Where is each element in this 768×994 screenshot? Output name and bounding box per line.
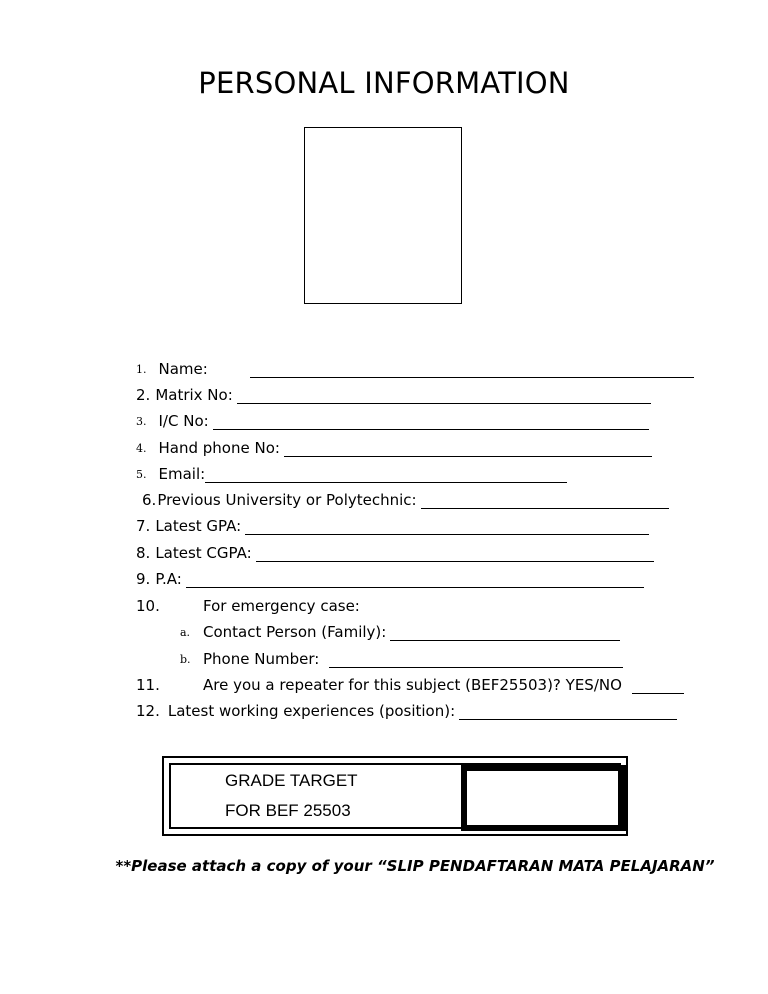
field-number: 9. — [136, 570, 151, 588]
field-matrix-no — [136, 382, 651, 404]
attachment-note: **Please attach a copy of your “SLIP PENDAFTARAN MATA PELAJARAN” — [115, 857, 715, 875]
field-label: Matrix No: — [155, 386, 233, 404]
field-number: 7. — [136, 517, 151, 535]
ic-no-input-line[interactable] — [213, 411, 649, 430]
photo-box — [304, 127, 462, 304]
previous-university-input-line[interactable] — [421, 490, 669, 509]
email-input-line[interactable] — [205, 464, 567, 483]
field-number: 6. — [142, 491, 157, 509]
field-latest-cgpa — [136, 540, 654, 562]
name-input-line[interactable] — [250, 359, 694, 378]
working-experience-input-line[interactable] — [459, 701, 677, 720]
field-label: Email: — [158, 465, 206, 483]
grade-target-inner-frame — [169, 763, 621, 829]
field-label: For emergency case: — [203, 597, 360, 615]
latest-gpa-input-line[interactable] — [245, 516, 649, 535]
grade-target-input-box[interactable] — [461, 765, 627, 831]
field-number: 2. — [136, 386, 151, 404]
field-working-experience — [136, 698, 677, 720]
field-name — [136, 356, 694, 378]
field-hand-phone — [136, 435, 652, 457]
field-label: Contact Person (Family): — [203, 623, 387, 641]
field-number: 4. — [136, 442, 147, 455]
pa-input-line[interactable] — [186, 569, 644, 588]
phone-number-input-line[interactable] — [329, 649, 623, 668]
field-repeater — [136, 672, 684, 694]
latest-cgpa-input-line[interactable] — [256, 543, 654, 562]
field-number: 3. — [136, 415, 147, 428]
grade-course-label: FOR BEF 25503 — [225, 801, 351, 820]
field-label: Latest GPA: — [155, 517, 242, 535]
hand-phone-input-line[interactable] — [284, 438, 652, 457]
field-previous-university — [142, 487, 669, 509]
field-number: 1. — [136, 363, 147, 376]
field-email — [136, 461, 567, 483]
field-label: Are you a repeater for this subject (BEF25503)? YES/NO — [203, 676, 622, 694]
field-phone-number — [180, 646, 623, 668]
field-pa — [136, 566, 644, 588]
field-label: I/C No: — [158, 412, 209, 430]
matrix-no-input-line[interactable] — [237, 385, 651, 404]
field-label: Phone Number: — [203, 650, 320, 668]
field-number: 10. — [136, 597, 160, 615]
contact-person-input-line[interactable] — [390, 622, 620, 641]
field-number: 5. — [136, 468, 147, 481]
field-label: Name: — [158, 360, 208, 378]
field-number: 11. — [136, 676, 160, 694]
field-number: 8. — [136, 544, 151, 562]
field-label: Latest CGPA: — [155, 544, 252, 562]
field-number: b. — [180, 653, 191, 666]
field-number: a. — [180, 626, 191, 639]
field-contact-person — [180, 619, 620, 641]
repeater-input-line[interactable] — [632, 675, 684, 694]
field-ic-no — [136, 408, 649, 430]
field-label: P.A: — [155, 570, 182, 588]
field-emergency-case — [136, 593, 360, 615]
grade-target-label: GRADE TARGET — [225, 771, 358, 790]
grade-target-frame — [162, 756, 628, 836]
field-number: 12. — [136, 702, 160, 720]
page-title: PERSONAL INFORMATION — [198, 66, 570, 100]
field-latest-gpa — [136, 513, 649, 535]
field-label: Latest working experiences (position): — [167, 702, 456, 720]
field-label: Hand phone No: — [158, 439, 280, 457]
field-label: Previous University or Polytechnic: — [157, 491, 417, 509]
